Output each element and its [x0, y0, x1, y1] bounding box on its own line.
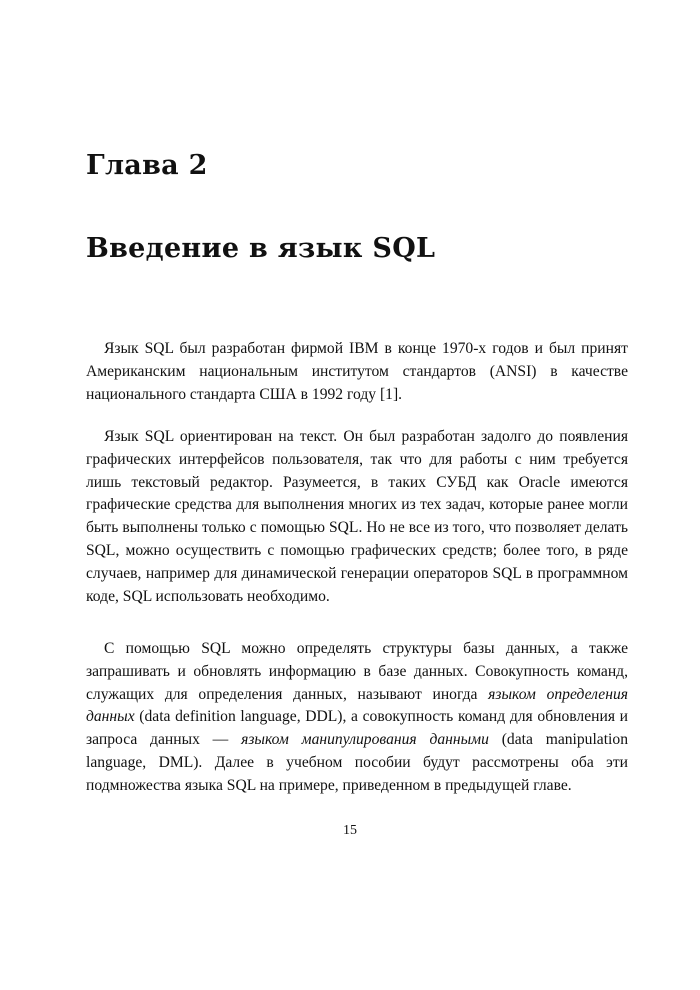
paragraph-3-text-part-1: С помощью SQL можно определять структуры базы данных, а также запрашивать и обновлять информацию в базе данных. Совокупность команд, служащих для определения данных, называют иногда — [86, 640, 628, 703]
chapter-title: Введение в язык SQL — [86, 233, 436, 264]
paragraph-2: Язык SQL ориентирован на текст. Он был разработан задолго до появления графических интерфейсов пользователя, так что для работы с ним требуется лишь текстовый редактор. Разумеется, в таких СУБД как Oracle имеются графические средства для выполнения многих из тех задач, которые ранее могли быть выполнены только с помощью SQL. Но не все из того, что позволяет делать SQL, можно осуществить с помощью графических средств; более того, в ряде случаев, например для динамической генерации операторов SQL в программном коде, SQL использовать необходимо. — [86, 428, 628, 605]
term-ddl: языком определения данных — [86, 685, 628, 726]
paragraph-1: Язык SQL был разработан фирмой IBM в конце 1970-х годов и был принят Американским национальным институтом стандартов (ANSI) в качестве национального стандарта США в 1992 году [1]. — [86, 340, 628, 403]
paragraph-3-text-part-2: (data definition language, DDL), а совокупность команд для обновления и запроса данных — — [86, 708, 628, 749]
page-number: 15 — [343, 823, 357, 838]
paragraph-3 — [86, 638, 628, 798]
paragraph-3-text-part-3: (data manipulation language, DML). Далее в учебном пособии будут рассмотрены оба эти подмножества языка SQL на примере, приведенном в предыдущей главе. — [86, 731, 628, 794]
term-dml: языком манипулирования данными — [241, 731, 489, 749]
chapter-label: Глава 2 — [86, 150, 208, 181]
